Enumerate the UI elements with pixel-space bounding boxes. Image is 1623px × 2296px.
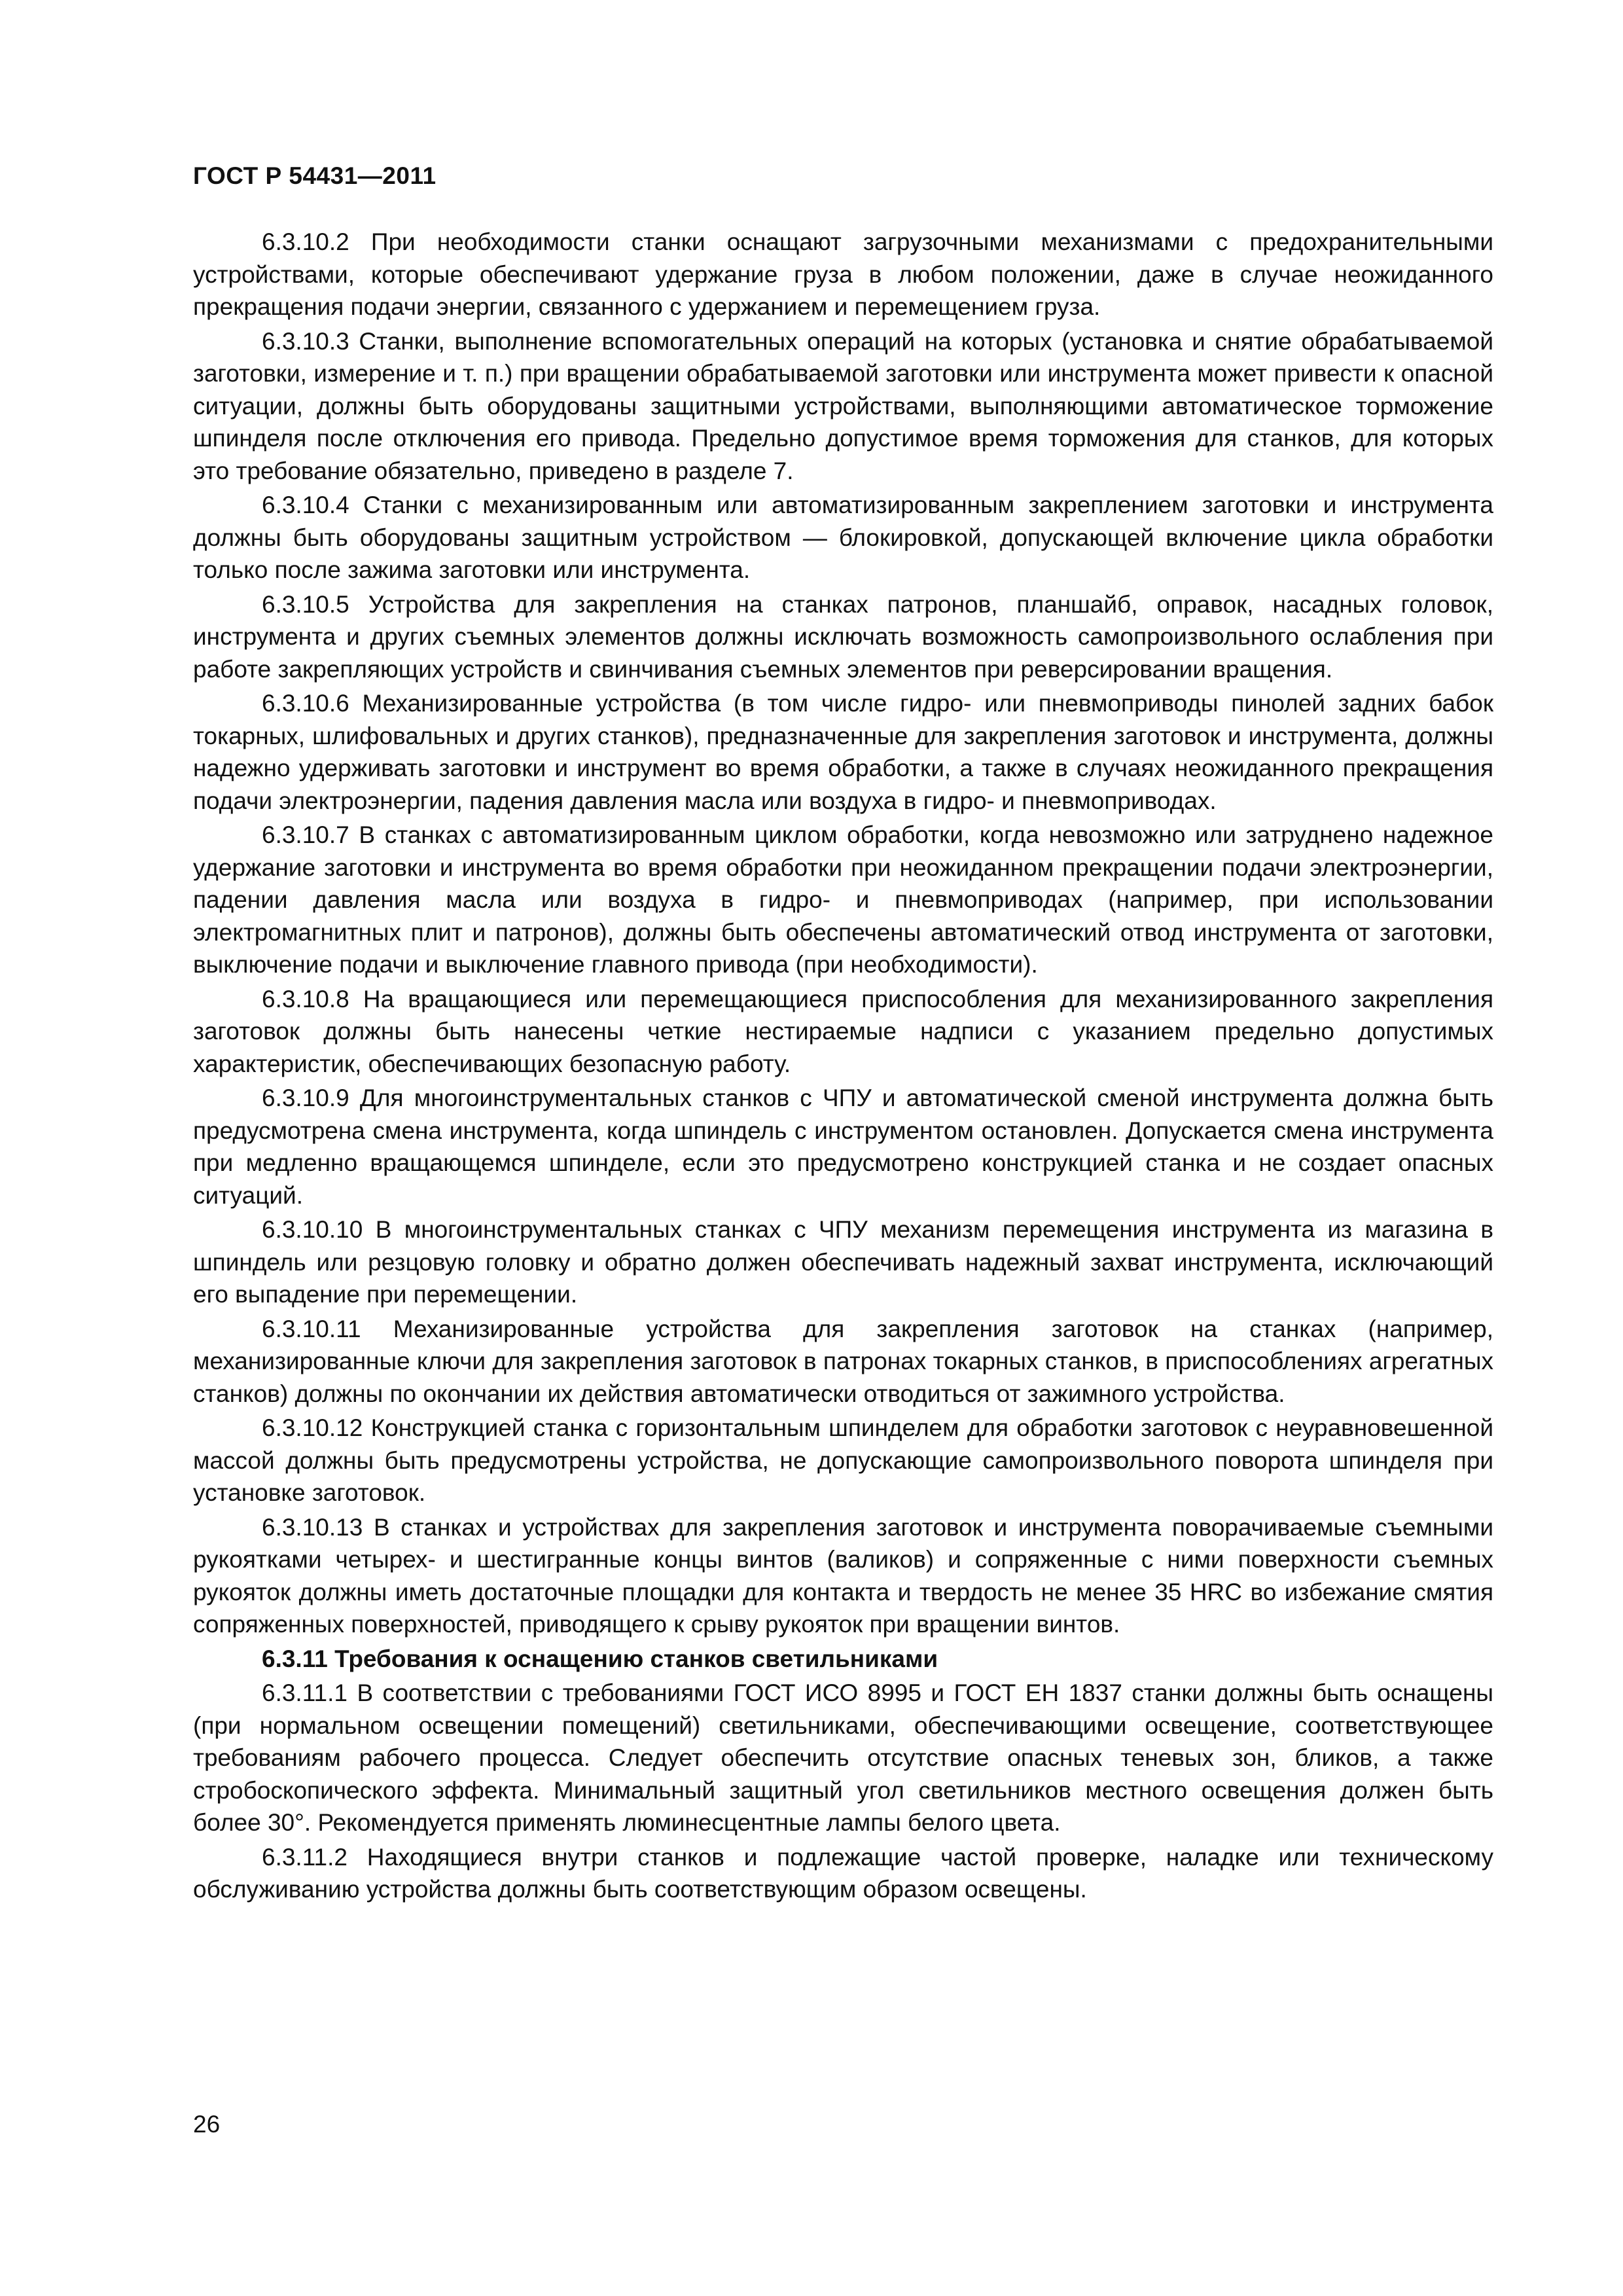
- paragraph-number: 6.3.10.11: [262, 1315, 361, 1342]
- paragraph-number: 6.3.10.13: [262, 1513, 363, 1541]
- paragraph-text: Для многоинструментальных станков с ЧПУ и автоматической сменой инструмента должна быть предусмотрена смена инструмента, когда шпиндель с инструментом остановлен. Допускается смена инструмента при медленно вращающемся шпинделе, если это предусмотрено конструкцией станка и не создает опасных ситуаций.: [193, 1085, 1493, 1209]
- page-number: 26: [193, 2111, 221, 2138]
- paragraph-number: 6.3.11.1: [262, 1679, 348, 1706]
- paragraph-number: 6.3.10.10: [262, 1216, 363, 1243]
- paragraph-number: 6.3.11.2: [262, 1843, 348, 1871]
- paragraph-text: Конструкцией станка с горизонтальным шпинделем для обработки заготовок с неуравновешенной массой должны быть предусмотрены устройства, не допускающие самопроизвольного поворота шпинделя при установке заготовок.: [193, 1414, 1494, 1506]
- document-body: [193, 226, 1493, 1908]
- paragraph-text: Станки, выполнение вспомогательных операций на которых (установка и снятие обрабатываемой заготовки, измерение и т. п.) при вращении обрабатываемой заготовки или инструмента может привести к опасной ситуации, должны быть оборудованы защитными устройствами, выполняющими автоматическое торможение шпинделя после отключения его привода. Предельно допустимое время торможения для станков, для которых это требование обязательно, приведено в разделе 7.: [193, 327, 1493, 484]
- paragraph-6-3-10-5: [193, 588, 1493, 686]
- paragraph-text: В станках с автоматизированным циклом обработки, когда невозможно или затруднено надежное удержание заготовки и инструмента во время обработки при неожиданном прекращении подачи электроэнергии, падении давления масла или воздуха в гидро- и пневмоприводах (например, при использовании электромагнитных плит и патронов), должны быть обеспечены автоматический отвод инструмента от заготовки, выключение подачи и выключение главного привода (при необходимости).: [193, 821, 1493, 978]
- paragraph-number: 6.3.10.3: [262, 327, 349, 355]
- paragraph-number: 6.3.10.9: [262, 1085, 349, 1111]
- paragraph-text: Находящиеся внутри станков и подлежащие частой проверке, наладке или техническому обслуживанию устройства должны быть соответствующим образом освещены.: [193, 1843, 1494, 1903]
- paragraph-6-3-11-1: [193, 1677, 1493, 1839]
- paragraph-text: В станках и устройствах для закрепления заготовок и инструмента поворачиваемые съемными рукоятками четырех- и шестигранные концы винтов (валиков) и сопряженные с ними поверхности съемных рукояток должны иметь достаточные площадки для контакта и твердость не менее 35 HRC во избежание смятия сопряженных поверхностей, приводящего к срыву рукояток при вращении винтов.: [193, 1513, 1493, 1638]
- paragraph-6-3-10-8: [193, 983, 1493, 1081]
- document-header: ГОСТ Р 54431—2011: [193, 162, 437, 189]
- paragraph-number: 6.3.10.4: [262, 492, 349, 518]
- paragraph-6-3-10-4: [193, 489, 1493, 586]
- paragraph-text: Станки с механизированным или автоматизированным закреплением заготовки и инструмента должны быть оборудованы защитным устройством — блокировкой, допускающей включение цикла обработки только после зажима заготовки или инструмента.: [193, 492, 1494, 583]
- paragraph-number: 6.3.10.5: [262, 590, 349, 618]
- paragraph-text: При необходимости станки оснащают загрузочными механизмами с предохранительными устройствами, которые обеспечивают удержание груза в любом положении, даже в случае неожиданного прекращения подачи энергии, связанного с удержанием и перемещением груза.: [193, 228, 1494, 320]
- paragraph-text: На вращающиеся или перемещающиеся приспособления для механизированного закрепления заготовок должны быть нанесены четкие нестираемые надписи с указанием предельно допустимых характеристик, обеспечивающих безопасную работу.: [193, 985, 1494, 1077]
- paragraph-number: 6.3.10.6: [262, 690, 349, 717]
- paragraph-6-3-10-7: [193, 819, 1493, 981]
- paragraph-6-3-11-2: [193, 1841, 1493, 1906]
- section-title: Требования к оснащению станков светильниками: [334, 1645, 938, 1672]
- paragraph-number: 6.3.10.7: [262, 821, 349, 848]
- paragraph-6-3-10-10: [193, 1213, 1493, 1311]
- paragraph-text: Механизированные устройства (в том числе гидро- или пневмоприводы пинолей задних бабок токарных, шлифовальных и других станков), предназначенные для закрепления заготовок и инструмента, должны надежно удерживать заготовки и инструмент во время обработки, а также в случаях неожиданного прекращения подачи электроэнергии, падения давления масла или воздуха в гидро- и пневмоприводах.: [193, 690, 1494, 814]
- paragraph-text: В многоинструментальных станках с ЧПУ механизм перемещения инструмента из магазина в шпиндель или резцовую головку и обратно должен обеспечивать надежный захват инструмента, исключающий его выпадение при перемещении.: [193, 1216, 1494, 1308]
- paragraph-6-3-10-3: [193, 325, 1493, 488]
- paragraph-6-3-10-13: [193, 1511, 1493, 1641]
- paragraph-6-3-10-11: [193, 1313, 1493, 1410]
- paragraph-6-3-10-2: [193, 226, 1493, 323]
- paragraph-6-3-10-12: [193, 1412, 1493, 1509]
- paragraph-text: В соответствии с требованиями ГОСТ ИСО 8995 и ГОСТ ЕН 1837 станки должны быть оснащены (при нормальном освещении помещений) светильниками, обеспечивающими освещение, соответствующее требованиям рабочего процесса. Следует обеспечить отсутствие опасных теневых зон, бликов, а также стробоскопического эффекта. Минимальный защитный угол светильников местного освещения должен быть более 30°. Рекомендуется применять люминесцентные лампы белого цвета.: [193, 1679, 1494, 1836]
- paragraph-number: 6.3.10.12: [262, 1414, 363, 1441]
- paragraph-number: 6.3.10.8: [262, 985, 349, 1013]
- paragraph-6-3-10-6: [193, 687, 1493, 817]
- section-heading-6-3-11: [193, 1643, 1493, 1676]
- paragraph-6-3-10-9: [193, 1082, 1493, 1211]
- paragraph-text: Устройства для закрепления на станках патронов, планшайб, оправок, насадных головок, инструмента и других съемных элементов должны исключать возможность самопроизвольного ослабления при работе закрепляющих устройств и свинчивания съемных элементов при реверсировании вращения.: [193, 590, 1493, 683]
- section-number: 6.3.11: [262, 1645, 328, 1672]
- paragraph-text: Механизированные устройства для закрепления заготовок на станках (например, механизированные ключи для закрепления заготовок в патронах токарных станков, в приспособлениях агрегатных станков) должны по окончании их действия автоматически отводиться от зажимного устройства.: [193, 1315, 1493, 1407]
- paragraph-number: 6.3.10.2: [262, 228, 349, 255]
